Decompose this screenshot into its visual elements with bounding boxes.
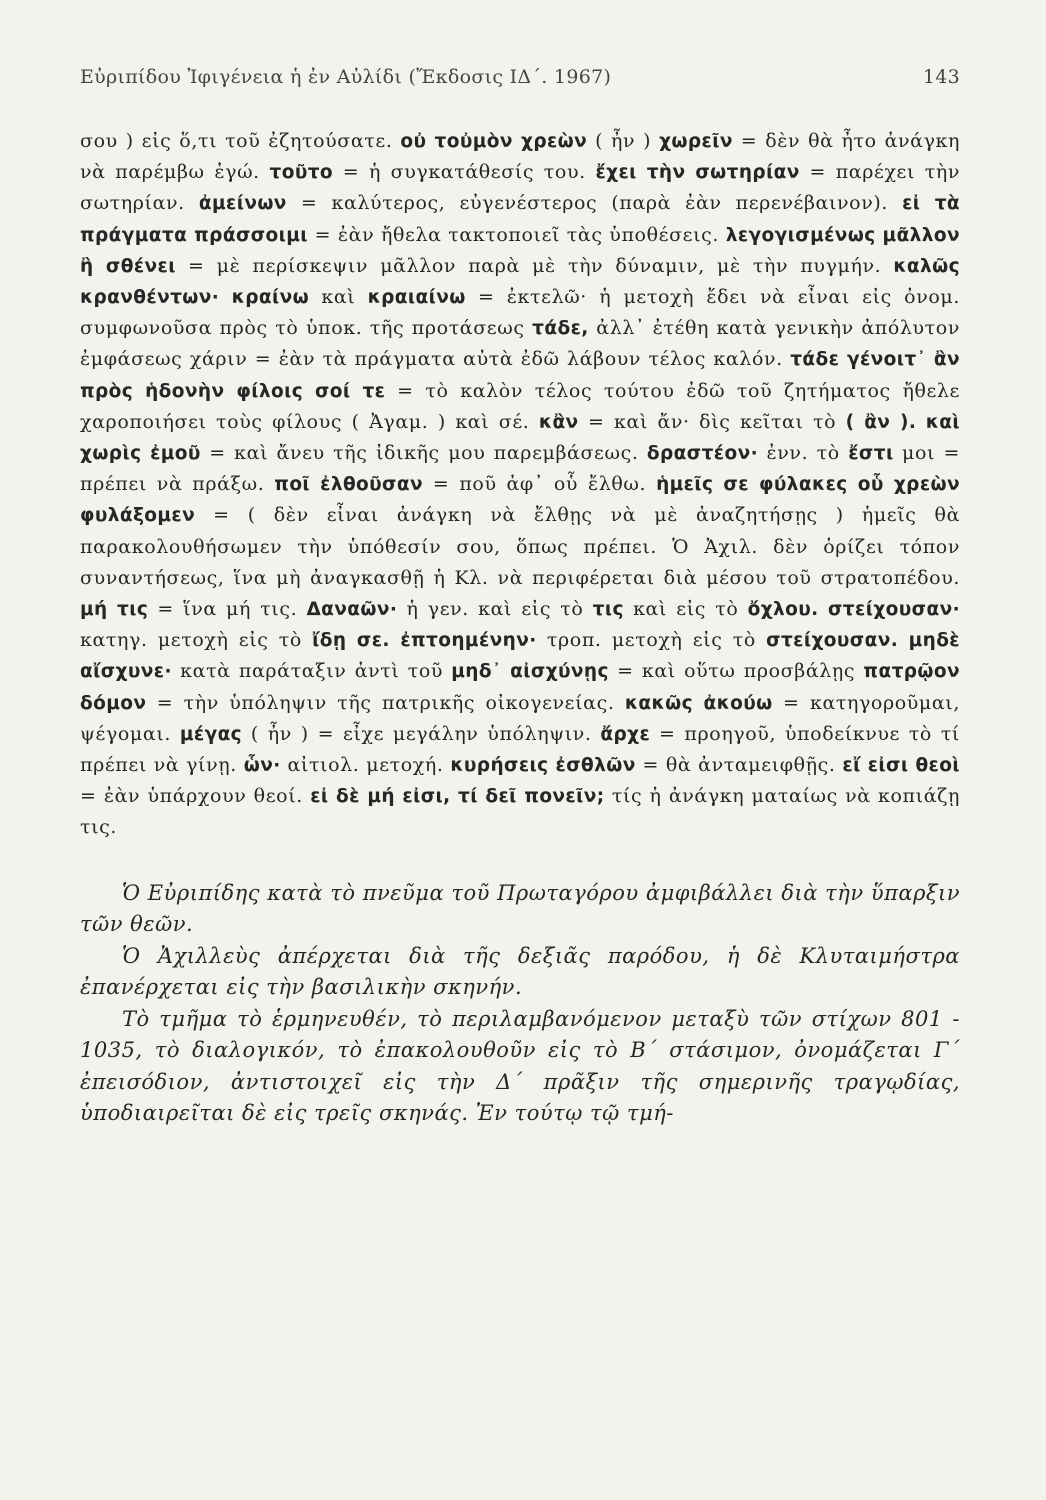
- lemma-term: μή τις: [80, 599, 149, 621]
- lemma-term: εἰ δὲ μή εἰσι, τί δεῖ πονεῖν;: [310, 786, 605, 808]
- commentary-text: μοι = πρέπει νὰ πράξω.: [80, 442, 960, 496]
- running-title: Εὐριπίδου Ἰφιγένεια ἡ ἐν Αὐλίδι (Ἔκδοσις ΙΔ΄. 1967): [80, 66, 612, 88]
- lemma-term: κἂν: [538, 411, 579, 433]
- lemma-term: δραστέον·: [646, 443, 759, 465]
- lemma-term: καὶ χωρὶς ἐμοῦ: [80, 411, 961, 465]
- commentary-text: [916, 411, 925, 433]
- commentary-text: ( ἦν ): [587, 130, 660, 152]
- commentary-text: σου ) εἰς ὅ,τι τοῦ ἐζητούσατε.: [80, 130, 401, 152]
- commentary-text: = τὸ καλὸν τέλος τούτου ἐδῶ τοῦ ζητήματος ἤθελε χαροποιήσει τοὺς φίλους ( Ἀγαμ. ) καὶ σέ.: [80, 379, 961, 433]
- note-paragraph-3: Τὸ τμῆμα τὸ ἑρμηνευθέν, τὸ περιλαμβανόμενον μεταξὺ τῶν στίχων 801 - 1035, τὸ διαλογικόν, τὸ ἐπακολουθοῦν εἰς τὸ Β΄ στάσιμον, ὀνομάζεται Γ΄ ἐπεισόδιον, ἀντιστοιχεῖ εἰς τὴν Δ΄ πρᾶξιν τῆς σημερινῆς τραγῳδίας, ὑποδιαιρεῖται δὲ εἰς τρεῖς σκηνάς. Ἐν τούτῳ τῷ τμή-: [80, 1006, 960, 1126]
- commentary-text: = ποῦ ἀφ᾽ οὗ ἔλθω.: [422, 473, 657, 496]
- commentary-text: = προηγοῦ, ὑποδείκνυε τὸ τί πρέπει νὰ γίνῃ.: [80, 722, 960, 777]
- commentary-text: = ἡ συγκατάθεσίς του.: [333, 161, 596, 184]
- commentary-text: = θὰ ἀνταμειφθῇς.: [635, 754, 843, 777]
- note-paragraph-1: Ὁ Εὐριπίδης κατὰ τὸ πνεῦμα τοῦ Πρωταγόρου ἀμφιβάλλει διὰ τὴν ὕπαρξιν τῶν θεῶν.: [80, 880, 960, 937]
- lemma-term: λεγογισμένως μᾶλλον ἢ σθένει: [80, 224, 960, 277]
- commentary-block: [80, 126, 960, 844]
- commentary-text: = ἐὰν ἤθελα τακτοποιεῖ τὰς ὑποθέσεις.: [307, 223, 726, 246]
- book-page: [80, 66, 960, 1130]
- commentary-text: ἀλλ᾽ ἐτέθη κατὰ γενικὴν ἀπόλυτον ἐμφάσεως χάριν = ἐὰν τὰ πράγματα αὐτὰ ἐδῶ λάβουν τέλος καλόν.: [80, 317, 960, 371]
- lemma-term: μέγας: [179, 723, 243, 745]
- commentary-text: = καὶ ἄνευ τῆς ἰδικῆς μου παρεμβάσεως.: [200, 442, 647, 465]
- commentary-text: = κατηγοροῦμαι, ψέγομαι.: [80, 691, 960, 745]
- lemma-term: τις: [592, 599, 624, 621]
- commentary-text: καὶ εἰς τὸ: [623, 598, 748, 621]
- commentary-text: ἐνν. τὸ: [758, 442, 849, 465]
- lemma-term: ἀμείνων: [198, 193, 287, 215]
- commentary-text: = μὲ περίσκεψιν μᾶλλον παρὰ μὲ τὴν δύναμιν, μὲ τὴν πυγμήν.: [175, 254, 894, 277]
- commentary-text: = τὴν ὑπόληψιν τῆς πατρικῆς οἰκογενείας.: [146, 691, 625, 714]
- lemma-term: μηδ᾽ αἰσχύνῃς: [451, 661, 609, 683]
- lemma-term: ὄχλου. στείχουσαν·: [747, 599, 961, 621]
- commentary-text: = καλύτερος, εὐγενέστερος (παρὰ ἐὰν περενέβαινον).: [286, 192, 903, 215]
- commentary-text: καὶ: [309, 286, 368, 309]
- commentary-text: = ἐκτελῶ· ἡ μετοχὴ ἔδει νὰ εἶναι εἰς ὀνομ. συμφωνοῦσα πρὸς τὸ ὑποκ. τῆς προτάσεως: [80, 286, 961, 340]
- lemma-term: χωρεῖν: [659, 131, 733, 152]
- commentary-text: αἰτιολ. μετοχή.: [280, 754, 451, 777]
- page-number: 143: [922, 66, 960, 88]
- commentary-text: ἡ γεν. καὶ εἰς τὸ: [397, 598, 593, 621]
- commentary-text: = ἐὰν ὑπάρχουν θεοί.: [80, 785, 311, 808]
- lemma-term: ὧν·: [243, 755, 281, 777]
- lemma-term: καλῶς κρανθέντων· κραίνω: [80, 255, 960, 309]
- lemma-term: κυρήσεις ἐσθλῶν: [450, 755, 636, 777]
- lemma-term: κραιαίνω: [367, 287, 466, 309]
- lemma-term: στείχουσαν. μηδὲ αἴσχυνε·: [80, 630, 960, 683]
- commentary-text: = ( δὲν εἶναι ἀνάγκη νὰ ἔλθῃς νὰ μὲ ἀναζητήσῃς ) ἡμεῖς θὰ παρακολουθήσωμεν τὴν ὑπόθεσίν σου, ὅπως πρέπει. Ὁ Ἀχιλ. δὲν ὁρίζει τόπον συναντήσεως, ἵνα μὴ ἀναγκασθῇ ἡ Κλ. νὰ περιφέρεται διὰ μέσου τοῦ στρατοπέδου.: [80, 504, 960, 589]
- commentary-text: ( ἦν ) = εἶχε μεγάλην ὑπόληψιν.: [242, 722, 601, 745]
- notes-block: [80, 878, 960, 1130]
- section-gap: [80, 844, 960, 878]
- commentary-text: = δὲν θὰ ἦτο ἀνάγκη νὰ παρέμβω ἐγώ.: [80, 130, 961, 184]
- note-paragraph-2: Ὁ Ἀχιλλεὺς ἀπέρχεται διὰ τῆς δεξιᾶς παρόδου, ἡ δὲ Κλυταιμήστρα ἐπανέρχεται εἰς τὴν βασιλικὴν σκηνήν.: [80, 943, 960, 1000]
- lemma-term: ποῖ ἐλθοῦσαν: [274, 474, 423, 496]
- lemma-term: ἡμεῖς σε φύλακες οὗ χρεὼν φυλάξομεν: [80, 474, 961, 527]
- commentary-paragraph: [80, 126, 960, 844]
- lemma-term: ἄρχε: [600, 723, 651, 745]
- commentary-text: = καὶ ἄν· δὶς κεῖται τὸ: [578, 410, 846, 433]
- lemma-term: Δαναῶν·: [306, 599, 398, 621]
- lemma-term: ἔχει τὴν σωτηρίαν: [595, 162, 800, 184]
- commentary-text: = παρέχει τὴν σωτηρίαν.: [80, 161, 960, 215]
- commentary-text: τροπ. μετοχὴ εἰς τὸ: [536, 629, 767, 652]
- lemma-term: οὐ τοὐμὸν χρεὼν: [400, 131, 588, 152]
- lemma-term: κακῶς ἀκούω: [624, 692, 773, 714]
- lemma-term: εἴ εἰσι θεοὶ: [842, 755, 960, 777]
- lemma-term: τοῦτο: [269, 162, 334, 184]
- commentary-text: = ἵνα μή τις.: [148, 598, 307, 621]
- lemma-term: ( ἂν ).: [845, 411, 917, 433]
- lemma-term: πατρῷον δόμον: [80, 661, 961, 714]
- lemma-term: ἔστι: [848, 443, 894, 465]
- commentary-text: κατὰ παράταξιν ἀντὶ τοῦ: [171, 660, 452, 683]
- commentary-text: κατηγ. μετοχὴ εἰς τὸ: [80, 629, 313, 652]
- running-header: [80, 66, 960, 88]
- lemma-term: τάδε,: [532, 318, 589, 340]
- lemma-term: ἴδῃ σε. ἐπτοημένην·: [312, 630, 537, 652]
- commentary-text: τίς ἡ ἀνάγκη ματαίως νὰ κοπιάζῃ τις.: [80, 785, 961, 839]
- lemma-term: τάδε γένοιτ᾽ ἂν πρὸς ἡδονὴν φίλοις σοί τε: [80, 349, 960, 402]
- lemma-term: εἰ τὰ πράγματα πράσσοιμι: [80, 193, 961, 246]
- commentary-text: = καὶ οὕτω προσβάλῃς: [608, 660, 864, 683]
